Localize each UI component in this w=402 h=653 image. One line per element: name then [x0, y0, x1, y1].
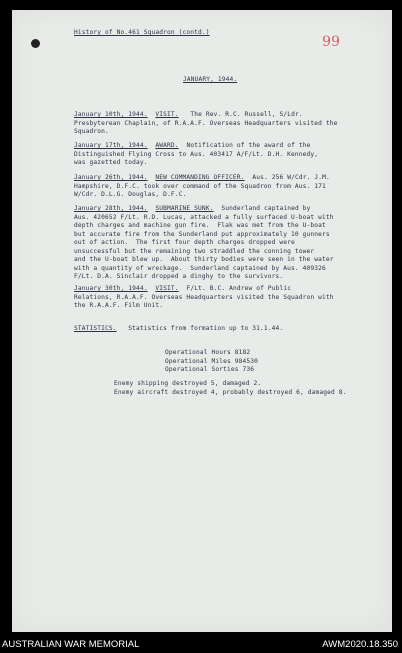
entry-text: with a quantity of wreckage. Sunderland captained by Aus. 409326: [74, 264, 326, 272]
page-header: History of No.461 Squadron (contd.): [74, 29, 210, 36]
entry-text: was gazetted today.: [74, 159, 148, 166]
entry-text: Presbyterean Chaplain, of R.A.A.F. Overseas Headquarters visited the: [74, 119, 338, 127]
stat-line: Operational Sorties 736: [165, 366, 255, 373]
footer-institution: AUSTRALIAN WAR MEMORIAL: [2, 639, 140, 650]
entry-text: Notification of the award of the: [186, 142, 311, 149]
entry-tag: AWARD.: [155, 142, 179, 149]
entry-date: January 26th, 1944.: [74, 174, 148, 181]
entry-text: Squadron.: [74, 128, 109, 135]
entry-text: Hampshire, D.F.C. took over command of the Squadron from Aus. 171: [74, 182, 326, 190]
entry-text: The Rev. R.C. Russell, S/Ldr.: [190, 111, 303, 118]
entry-text: F/Lt. B.C. Andrew of Public: [186, 285, 292, 292]
statistics-label: STATISTICS.: [74, 325, 117, 332]
stat-line: Operational Miles 984530: [165, 357, 259, 365]
entry-text: Distinguished Flying Cross to Aus. 403417 A/F/Lt. D.H. Kennedy,: [74, 150, 319, 158]
page-number: 99: [322, 34, 340, 50]
entry-tag: NEW COMMANDING OFFICER.: [155, 174, 245, 181]
archive-footer: [0, 637, 402, 653]
entry-text: but accurate fire from the Sunderland put approximately 10 gunners: [74, 230, 330, 238]
punch-hole: [31, 39, 40, 48]
month-heading: JANUARY, 1944.: [183, 76, 238, 83]
document-page: [12, 10, 392, 632]
entry-text: the R.A.A.F. Film Unit.: [74, 302, 164, 309]
entry-date: January 28th, 1944.: [74, 205, 148, 212]
footer-accession: AWM2020.18.350: [322, 639, 398, 650]
entry-text: F/Lt. D.A. Sinclair dropped a dinghy to the survivors.: [74, 273, 284, 280]
entry-text: Relations, R.A.A.F. Overseas Headquarters visited the Squadron with: [74, 293, 334, 301]
enemy-line: Enemy shipping destroyed 5, damaged 2.: [114, 380, 262, 387]
entry-date: January 17th, 1944.: [74, 142, 148, 149]
entry-text: out of action. The first four depth charges dropped were: [74, 239, 295, 246]
entry-text: Sunderland captained by: [221, 205, 311, 212]
entry-text: Aus. 420652 F/Lt. R.D. Lucas, attacked a fully surfaced U-boat with: [74, 213, 334, 221]
entry-text: and the U-boat blew up. About thirty bodies were seen in the water: [74, 256, 334, 263]
entry-tag: VISIT.: [155, 285, 179, 292]
statistics-intro: Statistics from formation up to 31.1.44.: [128, 325, 284, 332]
entry-text: depth charges and machine gun fire. Flak was met from the U-boat: [74, 222, 326, 229]
enemy-line: Enemy aircraft destroyed 4, probably destroyed 6, damaged 8.: [114, 388, 347, 396]
entry-date: January 30th, 1944.: [74, 285, 148, 292]
entry-text: W/Cdr. D.L.G. Douglas, D.F.C.: [74, 191, 187, 198]
entry-date: January 10th, 1944.: [74, 111, 148, 118]
entry-text: Aus. 256 W/Cdr. J.M.: [252, 174, 330, 181]
stat-line: Operational Hours 8182: [165, 349, 251, 356]
entry-text: unsuccessful but the remaining two straddled the conning tower: [74, 247, 315, 255]
entry-tag: SUBMARINE SUNK.: [155, 205, 214, 212]
entry-tag: VISIT.: [155, 111, 179, 118]
